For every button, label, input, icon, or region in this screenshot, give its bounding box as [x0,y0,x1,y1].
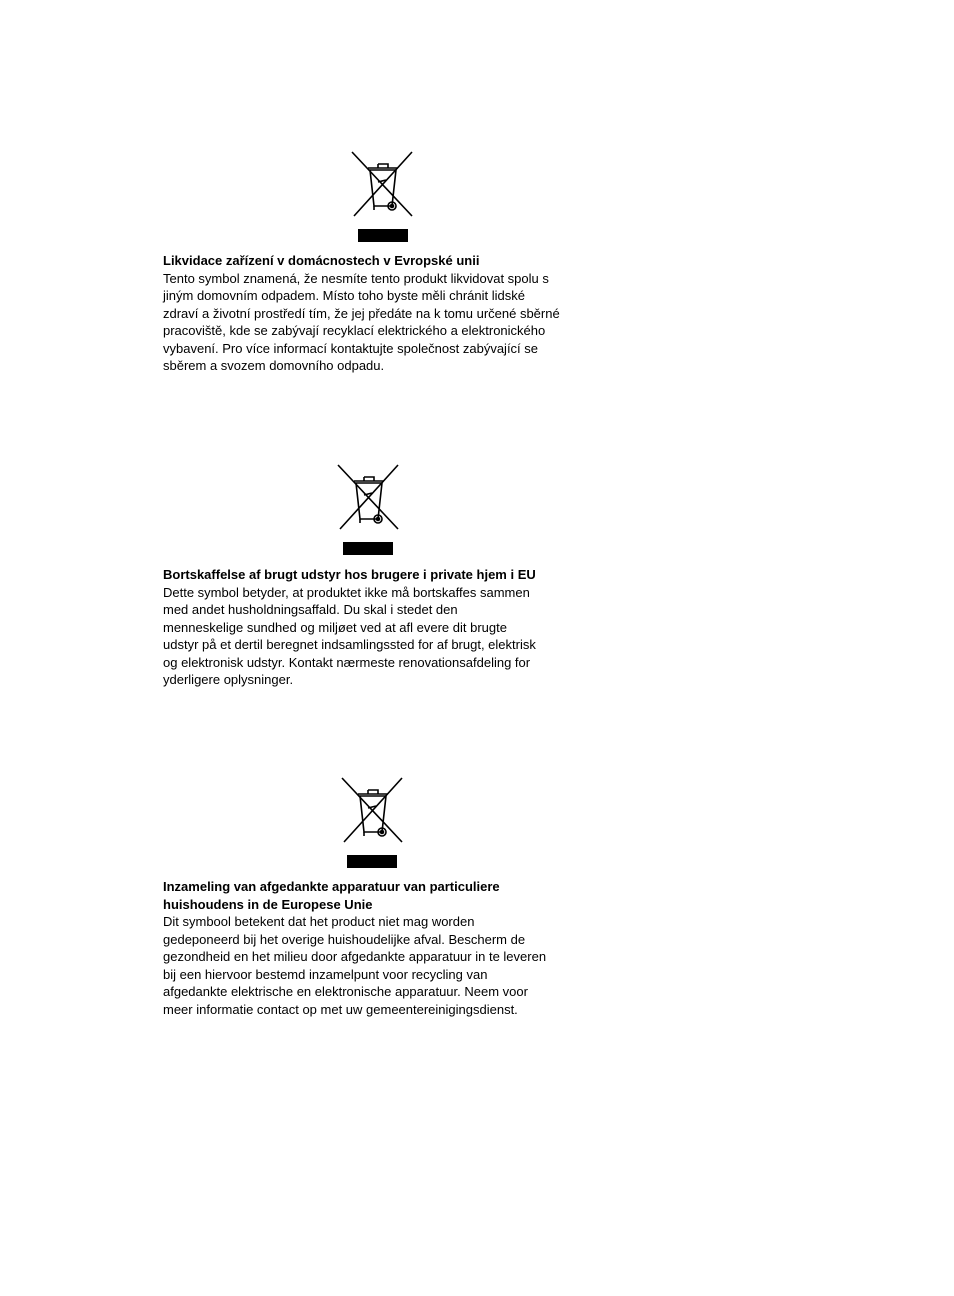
body-line: afgedankte elektrische en elektronische apparatuur. Neem voor [163,984,528,999]
section-heading: Likvidace zařízení v domácnostech v Evropské unii [163,253,480,268]
symbol-bar [347,855,397,868]
symbol-bar [343,542,393,555]
body-line: Dit symbool betekent dat het product niet mag worden [163,914,475,929]
section-danish [163,566,623,689]
weee-crossed-bin-icon [336,463,402,533]
body-line: zdraví a životní prostředí tím, že jej předáte na k tomu určené sběrné [163,305,560,321]
body-line: jiným domovním odpadem. Místo toho byste měli chránit lidské [163,288,525,303]
body-line: udstyr på et dertil beregnet indsamlingssted for af brugt, elektrisk [163,637,536,652]
body-line: menneskelige sundhed og miljøet ved at afl evere dit brugte [163,619,507,635]
body-line: og elektronisk udstyr. Kontakt nærmeste renovationsafdeling for [163,654,531,670]
body-line: sběrem a svozem domovního odpadu. [163,358,385,373]
body-line: bij een hiervoor bestemd inzamelpunt voor recycling van [163,966,488,982]
body-line: meer informatie contact op met uw gemeentereinigingsdienst. [163,1001,518,1017]
body-line: Dette symbol betyder, at produktet ikke må bortskaffes sammen [163,584,530,600]
body-line: vybavení. Pro více informací kontaktujte společnost zabývající se [163,340,539,356]
body-line: gezondheid en het milieu door afgedankte apparatuur in te leveren [163,949,547,964]
weee-crossed-bin-icon [340,776,406,846]
body-line: yderligere oplysninger. [163,672,294,687]
body-line: gedeponeerd bij het overige huishoudelijke afval. Bescherm de [163,931,526,947]
section-heading: Inzameling van afgedankte apparatuur van particuliere [163,879,500,894]
section-heading: huishoudens in de Europese Unie [163,896,373,912]
body-line: pracoviště, kde se zabývají recyklací elektrického a elektronického [163,323,546,338]
body-line: med andet husholdningsaffald. Du skal i stedet den [163,602,458,617]
weee-crossed-bin-icon [350,150,416,220]
section-heading: Bortskaffelse af brugt udstyr hos brugere i private hjem i EU [163,567,536,582]
section-dutch [163,878,623,1018]
section-czech [163,252,623,375]
symbol-bar [358,229,408,242]
body-line: Tento symbol znamená, že nesmíte tento produkt likvidovat spolu s [163,270,549,286]
